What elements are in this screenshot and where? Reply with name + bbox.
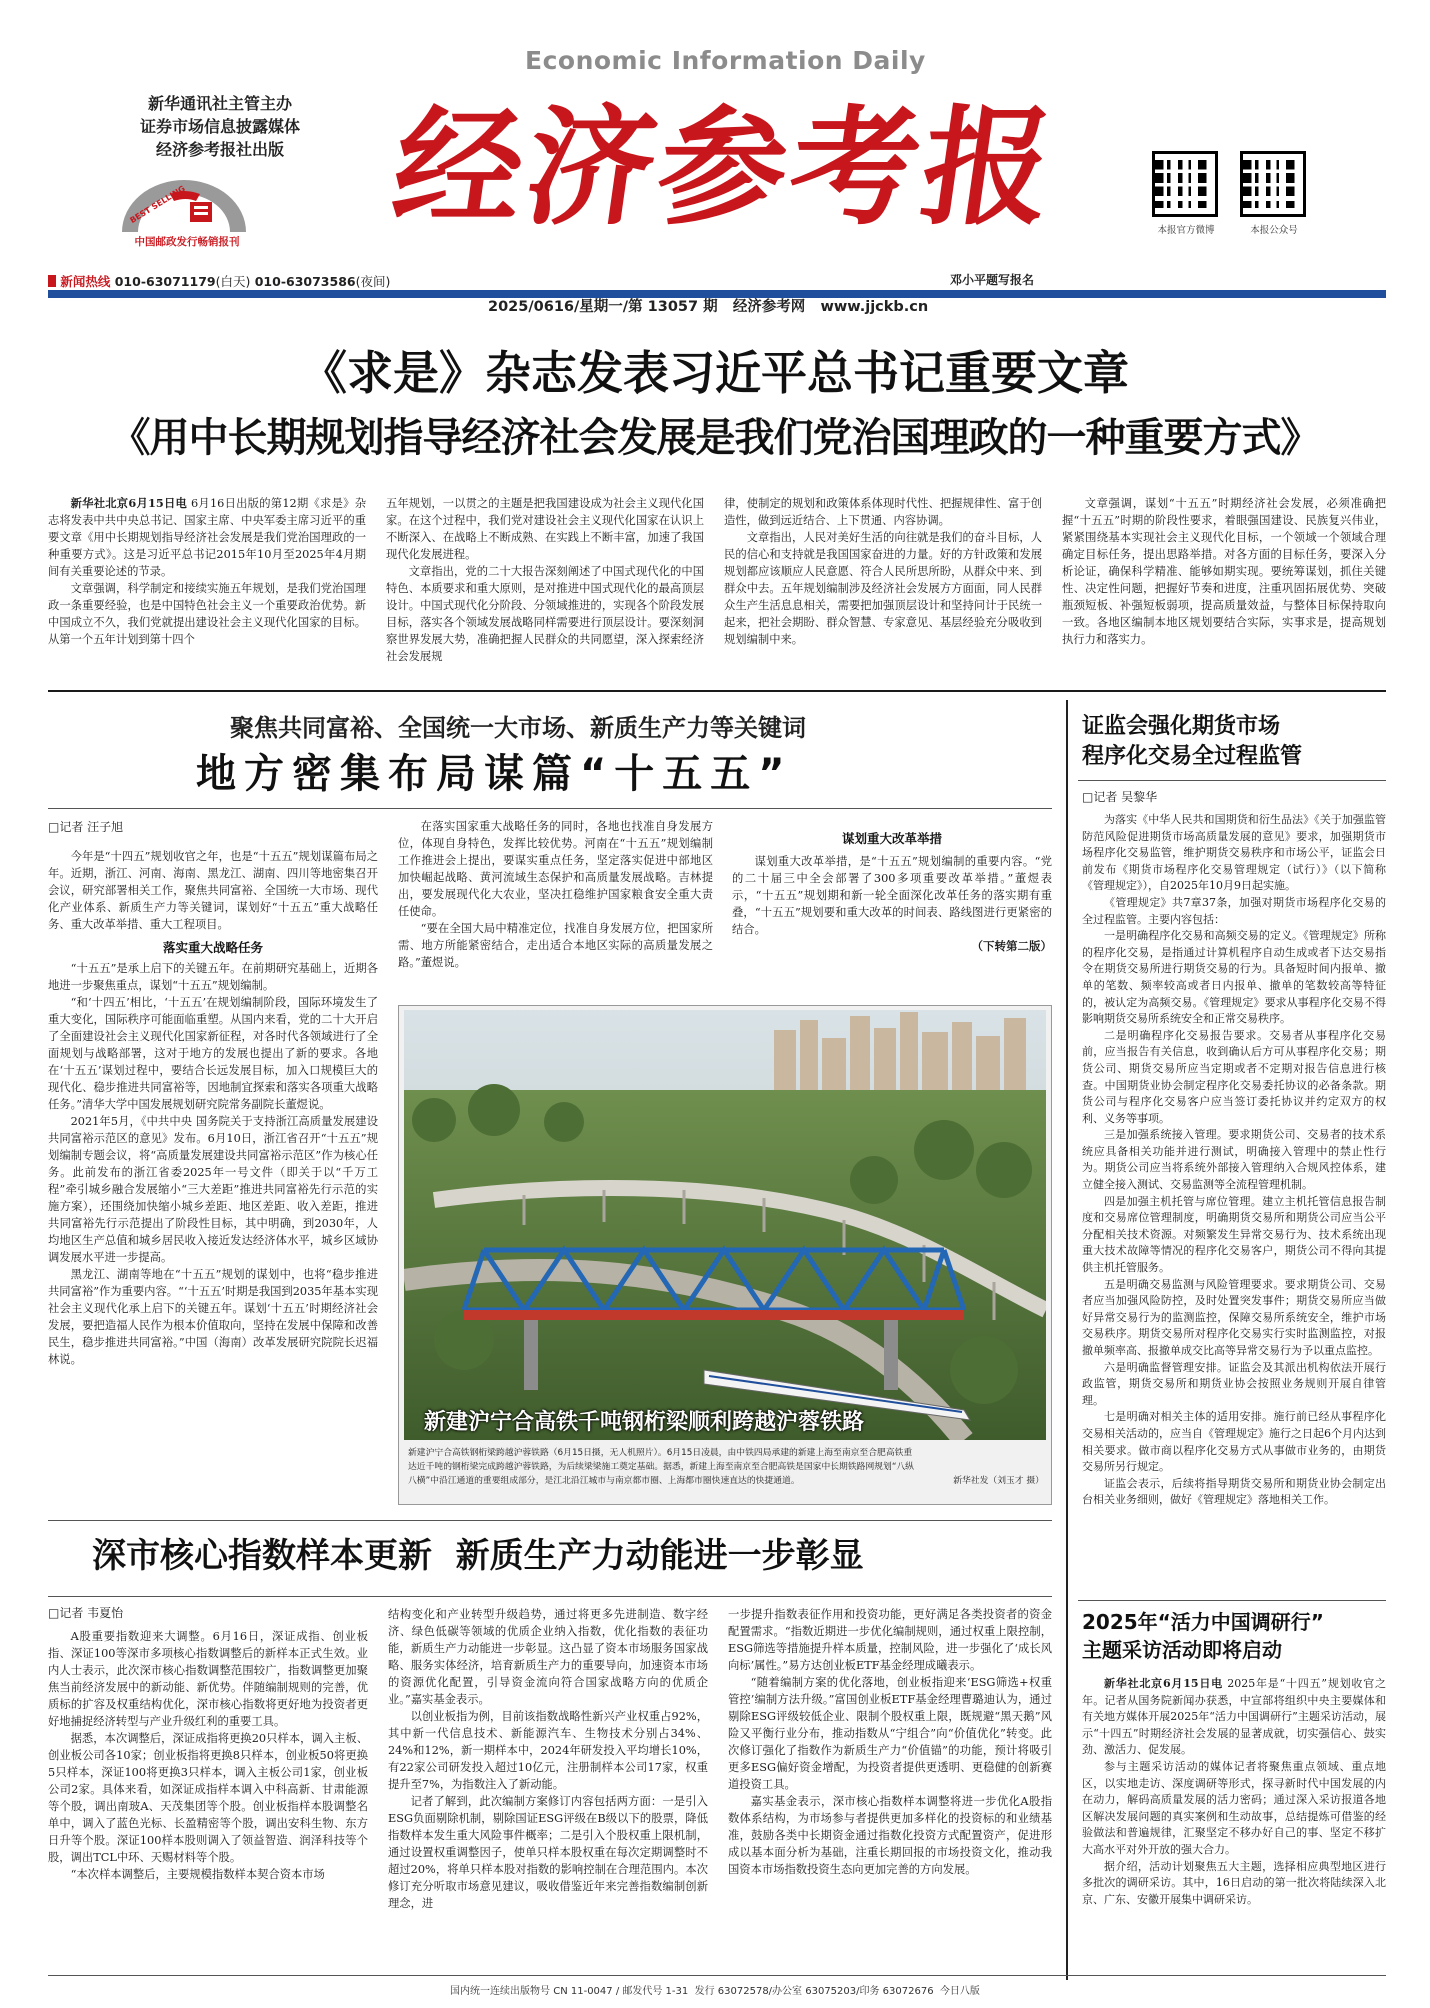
english-title: Economic Information Daily	[525, 46, 926, 75]
issue-line: 2025/0616/星期一/第 13057 期	[488, 299, 718, 315]
feature-paragraph: “十五五”是承上启下的关键五年。在前期研究基础上，近期各地进一步聚焦重点，谋划“十五五”规划编制。	[48, 962, 378, 992]
publisher-line: 经济参考报社出版	[155, 140, 284, 159]
sidebar-1-paragraph: 四是加强主机托管与席位管理。建立主机托管信息报告制度和交易席位管理制度，明确期货交易所和期货公司应当公平分配相关技术资源。对频繁发生异常交易行为、技术系统出现重大技术故障等情况的程序化交易客户，期货公司不得向其提供主机托管服务。	[1082, 1194, 1386, 1275]
lead-headline-2: 《用中长期规划指导经济社会发展是我们党治国理政的一种重要方式》	[110, 415, 1320, 461]
qr-code-wechat-icon[interactable]	[1240, 151, 1306, 217]
sidebar-1-paragraph: 三是加强系统接入管理。要求期货公司、交易者的技术系统应具备相关功能并进行测试，明确接入管理中的禁止性行为。期货公司应当将系统外部接入管理纳入合规风控体系，建立健全接入测试、交易监测等全流程管理机制。	[1082, 1128, 1386, 1192]
index-paragraph: 据悉，本次调整后，深证成指将更换20只样本，调入主板、创业板公司各10家；创业板指将更换8只样本，创业板50将更换5只样本，深证100将更换3只样本，调入主板公司1家，创业板公司2家。具体来看，如深证成指样本调入中科高新、甘肃能源等个股，调出南玻A、天茂集团等个股。创业板指样本股调整名单中，调入了蓝色光标、长盈精密等个股，调出安科生物、东方日升等个股。深证100样本股则调入了领益智造、润泽科技等个股，调出TCL中环、天赐材料等个股。	[48, 1732, 368, 1864]
badge-caption: 中国邮政发行畅销报刊	[134, 236, 240, 248]
sidebar-divider	[1066, 700, 1068, 1980]
lead-col2-text-b: 文章指出，党的二十大报告深刻阐述了中国式现代化的中国特色、本质要求和重大原则，是对推进中国式现代化的最高顶层设计。中国式现代化分阶段、分领域推进的，实现各个阶段发展目标，落实各个领域发展战略同样需要进行顶层设计。要深刻洞察世界发展大势，准确把握人民群众的共同愿望，深入探索经济社会发展规	[386, 565, 704, 663]
index-paragraph: “本次样本调整后，主要规模指数样本契合资本市场	[70, 1868, 325, 1881]
feature-paragraph: 谋划重大改革举措，是“十五五”规划编制的重要内容。“党的二十届三中全会部署了300多项重要改革举措。”董煜表示，“十五五”规划期和新一轮全面深化改革任务的落实期有重叠，“十五五”规划要和重大改革的时间表、路线图进行更紧密的结合。	[732, 855, 1052, 936]
index-paragraph: 结构变化和产业转型升级趋势，通过将更多先进制造、数字经济、绿色低碳等领域的优质企业纳入指数，优化指数的表征功能，新质生产力动能进一步彰显。这凸显了资本市场服务国家战略、服务实体经济，培育新质生产力的重要导向，加速资本市场的资源优化配置，引导资金流向符合国家战略方向的优质企业。”嘉实基金表示。	[388, 1608, 708, 1706]
index-paragraph: A股重要指数迎来大调整。6月16日，深证成指、创业板指、深证100等深市多项核心指数调整后的新样本正式生效。业内人士表示，此次深市核心指数调整范围较广，指数调整更加聚焦当前经济发展中的新动能、新优势。伴随编制规则的完善，优质标的扩容及权重结构优化，深市核心指数将更好地为投资者更好地捕捉经济转型与产业升级红利的重要工具。	[48, 1630, 368, 1728]
sidebar-2-body	[1082, 1676, 1386, 1970]
index-paragraph: 记者了解到，此次编制方案修订内容包括两方面：一是引入ESG负面剔除机制，剔除国证ESG评级在B级以下的股票，降低指数样本发生重大风险事件概率；二是引入个股权重上限机制，通过设置权重调整因子，使单只样本股权重在每次定期调整时不超过20%，将单只样本股对指数的影响控制在合理范围内。本次修订充分听取市场意见建议，吸收借鉴近年来完善指数编制创新理念，进	[388, 1795, 708, 1910]
feature-subhead-2: 谋划重大改革举措	[841, 831, 942, 846]
feature-paragraph: 在落实国家重大战略任务的同时，各地也找准自身发展方位，体现自身特色，发挥比较优势。河南在“十五五”规划编制工作推进会上提出，要谋实重点任务，坚定落实促进中部地区加快崛起战略、黄河流域生态保护和高质量发展战略。吉林提出，要发展现代化大农业，坚决扛稳维护国家粮食安全重大责任使命。	[398, 820, 713, 918]
sidebar-1-paragraph: 六是明确监督管理安排。证监会及其派出机构依法开展行政监管，期货交易所和期货业协会按照业务规则开展自律管理。	[1082, 1360, 1386, 1407]
continued-note: （下转第二版）	[971, 939, 1052, 953]
lead-col3-text: 律，使制定的规划和政策体系体现时代性、把握规律性、富于创造性，做到远近结合、上下贯通、内容协调。	[724, 497, 1042, 527]
lead-dateline: 新华社北京6月15日电	[70, 496, 188, 510]
best-selling-text: BEST SELLING	[128, 183, 187, 226]
hotline	[48, 272, 390, 290]
lead-col1-text-b: 文章强调，科学制定和接续实施五年规划，是我们党治国理政一条重要经验，也是中国特色社会主义一个重要政治优势。新中国成立不久，我们党就提出建设社会主义现代化国家的目标。从第一个五年计划到第十四个	[48, 582, 366, 646]
index-headline-rule	[48, 1596, 1052, 1597]
sidebar-2-headline-2: 主题采访活动即将启动	[1082, 1638, 1282, 1662]
sidebar-1-rule	[1078, 780, 1386, 781]
best-selling-badge	[112, 170, 272, 250]
publisher-block	[100, 92, 340, 161]
sidebar-1-paragraph: 五是明确交易监测与风险管理要求。要求期货公司、交易者应当加强风险防控，及时处置突发事件；期货交易所应当做好异常交易行为的监测监控，保障交易所系统安全，维护市场交易秩序。期货交易所对程序化交易实行实时监测监控，对报撤单频率高、报撤单成交比高等异常交易行为予以重点监控。	[1082, 1277, 1386, 1357]
site-url[interactable]: www.jjckb.cn	[820, 299, 929, 315]
feature-subhead-1: 落实重大战略任务	[162, 940, 263, 955]
hotline-night-note: (夜间)	[355, 274, 391, 289]
photo-caption	[408, 1446, 1044, 1488]
sidebar-2-paragraph: 据介绍，活动计划聚焦五大主题，选择相应典型地区进行多批次的调研采访。其中，16日启动的第一批次将陆续深入北京、广东、安徽开展集中调研采访。	[1082, 1859, 1386, 1906]
sidebar-1-byline: □记者 吴黎华	[1082, 790, 1158, 804]
index-paragraph: 嘉实基金表示，深市核心指数样本调整将进一步优化A股指数体系结构，为市场参与者提供更加多样化的投资标的和业绩基准，鼓励各类中长期资金通过指数化投资方式配置资产，促进形成以基本面分析为基础，注重长期回报的市场投资文化，推动我国资本市场指数投资生态向更加完善的方向发展。	[728, 1795, 1052, 1876]
lead-col4-text: 文章强调，谋划“十五五”时期经济社会发展，必须准确把握“十五五”时期的阶段性要求，着眼强国建设、民族复兴伟业，紧紧围绕基本实现社会主义现代化目标，一个领域一个领域合理确定目标任务，提出思路举措。对各方面的目标任务，要深入分析论证，确保科学精准、能够如期实现。要统筹谋划，抓住关键性、决定性问题，把握好节奏和进度，注重巩固拓展优势、突破瓶颈短板、补强短板弱项，提高质量效益，与整体目标保持取向一致。各地区编制本地区规划要结合实际，实事求是，提高规划执行力和落实力。	[1062, 497, 1386, 646]
index-col-1	[48, 1628, 368, 1970]
lead-col2-text: 五年规划，一以贯之的主题是把我国建设成为社会主义现代化国家。在这个过程中，我们党对建设社会主义现代化国家在认识上不断深入、在战略上不断成熟、在实践上不断丰富，加速了我国现代化发展进程。	[386, 497, 704, 561]
lead-col-1	[48, 495, 366, 677]
photo-credit: 新华社发（刘玉才 摄）	[953, 1476, 1044, 1486]
index-col-3	[728, 1606, 1052, 1970]
sidebar-2-dateline: 新华社北京6月15日电	[1104, 1677, 1223, 1690]
feature-col-3	[732, 830, 1052, 998]
index-byline: □记者 韦夏怡	[48, 1606, 124, 1620]
sidebar-2-paragraph: 参与主题采访活动的媒体记者将聚焦重点领域、重点地区，以实地走访、深度调研等形式，探寻新时代中国发展的内在动力，解码高质量发展的活力密码；通过深入采访报道各地区解决发展问题的真实案例和生动故事，总结提炼可借鉴的经验做法和普遍规律，汇聚坚定不移办好自己的事、坚定不移扩大高水平对外开放的强大合力。	[1082, 1759, 1386, 1856]
index-col-2	[388, 1606, 708, 1970]
sidebar-1-paragraph: 七是明确对相关主体的适用安排。施行前已经从事程序化交易相关活动的，应当自《管理规定》施行之日起6个月内达到相关要求。做市商以程序化交易方式从事做市业务的，由期货交易所另行规定。	[1082, 1410, 1386, 1474]
sidebar-1-paragraph: 《管理规定》共7章37条，加强对期货市场程序化交易的全过程监管。主要内容包括：	[1082, 895, 1386, 926]
lead-col1-text: 6月16日出版的第12期《求是》杂志将发表中共中央总书记、国家主席、中央军委主席习近平的重要文章《用中长期规划指导经济社会发展是我们党治国理政的一种重要方式》。这是习近平总书记2015年10月至2025年4月期间有关重要论述的节录。	[48, 497, 366, 578]
feature-headline-rule	[48, 808, 1052, 809]
hotline-day: 010-63071179	[114, 274, 216, 289]
feature-headline: 地方密集布局谋篇“十五五”	[196, 751, 793, 797]
lead-col-2	[386, 495, 704, 677]
qr-code-weibo-icon[interactable]	[1152, 151, 1218, 217]
lead-col3-text-b: 文章指出，人民对美好生活的向往就是我们的奋斗目标，人民的信心和支持就是我国国家奋进的力量。好的方针政策和发展规划都应该顺应人民意愿、符合人民所思所盼，从群众中来、到群众中去。五年规划编制涉及经济社会发展方方面面，同人民群众生产生活息息相关，需要把加强顶层设计和坚持问计于民统一起来，把社会期盼、群众智慧、专家意见、基层经验充分吸收到规划编制中来。	[724, 531, 1042, 646]
calligraphy-credit: 邓小平题写报名	[950, 273, 1035, 287]
photo-overlay-caption: 新建沪宁合高铁千吨钢桁梁顺利跨越沪蓉铁路	[424, 1410, 865, 1435]
sidebar-1-paragraph: 证监会表示，后续将指导期货交易所和期货业协会制定出台相关业务细则，做好《管理规定》落地相关工作。	[1082, 1476, 1386, 1507]
sidebar-1-paragraph: 为落实《中华人民共和国期货和衍生品法》《关于加强监管防范风险促进期货市场高质量发展的意见》要求，加强期货市场程序化交易监管，维护期货交易秩序和市场公平，证监会日前发布《期货市场程序化交易管理规定（试行）》（以下简称《管理规定》），自2025年10月9日起实施。	[1082, 813, 1386, 893]
index-paragraph: 以创业板指为例，目前该指数战略性新兴产业权重占92%，其中新一代信息技术、新能源汽车、生物技术分别占34%、24%和12%，新一期样本中，2024年研发投入平均增长10%，有22家公司研发投入超过10亿元，注册制样本公司17家，权重提升至7%，为指数注入了新动能。	[388, 1710, 708, 1791]
feature-byline: □记者 汪子旭	[48, 820, 124, 834]
sidebar-1-paragraph: 一是明确程序化交易和高频交易的定义。《管理规定》所称的程序化交易，是指通过计算机程序自动生成或者下达交易指令在期货交易所进行期货交易的行为。具备短时间内报单、撤单的笔数、频率较高或者日内报单、撤单的笔数较高等特征的，被认定为高频交易。《管理规定》要求从事程序化交易不得影响期货交易所系统安全和正常交易秩序。	[1082, 929, 1386, 1026]
hotline-marker	[48, 275, 56, 287]
lead-col-4	[1062, 495, 1386, 677]
chinese-title: 经济参考报	[384, 93, 1066, 243]
railway-bridge-photo	[404, 1010, 1046, 1440]
index-separator	[48, 1520, 1052, 1521]
sidebar-1-headline-2: 程序化交易全过程监管	[1082, 744, 1303, 769]
index-paragraph: “随着编制方案的优化落地，创业板指迎来‘ESG筛选+权重管控’编制方法升级。”富国创业板ETF基金经理曹璐迪认为，通过剔除ESG评级较低企业、限制个股权重上限，既规避“黑天鹅”风险又平衡行业分布，推动指数从“宁组合”向“价值优化”转变。此次修订强化了指数作为新质生产力“价值锚”的功能，预计将吸引更多ESG偏好资金增配，为投资者提供更透明、更稳健的创新赛道投资工具。	[728, 1676, 1052, 1791]
feature-col-2	[398, 818, 713, 996]
lead-col-3	[724, 495, 1042, 677]
publisher-line: 证券市场信息披露媒体	[139, 117, 300, 136]
feature-kicker: 聚焦共同富裕、全国统一大市场、新质生产力等关键词	[230, 713, 806, 742]
qr-caption-wechat: 本报公众号	[1250, 225, 1298, 236]
index-headline: 深市核心指数样本更新 新质生产力动能进一步彰显	[92, 1536, 864, 1576]
issue-info	[488, 295, 928, 316]
feature-paragraph: “和‘十四五’相比，‘十五五’在规划编制阶段，国际环境发生了重大变化，国际秩序可能面临重塑。从国内来看，党的二十大开启了全面建设社会主义现代化国家新征程，对各时代各领域进行了全面规划与战略部署，这对于地方的发展也提出了新的要求。各地在‘十五五’谋划过程中，要结合长远发展目标，加入口规模巨大的现代化、稳步推进共同富裕等，因地制宜探索和落实各项重大战略任务。”清华大学中国发展规划研究院常务副院长董煜说。	[48, 996, 378, 1111]
footer-info: 国内统一连续出版物号 CN 11-0047 / 邮发代号 1-31 发行 63072578/办公室 63075203/印务 63072676 今日八版	[450, 1986, 980, 1997]
footer-rule	[48, 1975, 1386, 1976]
feature-paragraph: 黑龙江、湖南等地在“十五五”规划的谋划中，也将“稳步推进共同富裕”作为重要内容。“‘十五五’时期是我国到2035年基本实现社会主义现代化承上启下的关键五年。谋划‘十五五’时期经济社会发展，要把造福人民作为根本价值取向，坚持在发展中保障和改善民生，稳步推进共同富裕。”中国（海南）改革发展研究院院长迟福林说。	[48, 1268, 378, 1366]
index-paragraph: 一步提升指数表征作用和投资功能，更好满足各类投资者的资金配置需求。“指数近期进一步优化编制规则，通过权重上限控制，ESG筛选等措施提升样本质量，控制风险，进一步强化了‘成长风向标’属性。”易方达创业板ETF基金经理成曦表示。	[728, 1608, 1052, 1672]
publisher-line: 新华通讯社主管主办	[147, 94, 292, 113]
photo-caption-line: 新建沪宁合高铁钢桁梁跨越沪蓉铁路（6月15日摄，无人机照片）。6月15日凌晨，由中铁四局承建的新建上海至南京至合肥高铁重	[408, 1448, 913, 1458]
lead-headline-1: 《求是》杂志发表习近平总书记重要文章	[301, 346, 1129, 400]
feature-paragraph: 2021年5月，《中共中央 国务院关于支持浙江高质量发展建设共同富裕示范区的意见》发布。6月10日，浙江省召开“十五五”规划编制专题会议，将“高质量发展建设共同富裕示范区”作为核心任务。此前发布的浙江省委2025年一号文件（即关于以“千万工程”牵引城乡融合发展缩小“三大差距”推进共同富裕先行示范的实施方案），还围绕加快缩小城乡差距、地区差距、收入差距，推进共同富裕先行示范提出了阶段性目标，其中明确，到2030年，人均地区生产总值和城乡居民收入接近发达经济体水平，城乡区域协调发展水平进一步提高。	[48, 1115, 378, 1264]
site-name: 经济参考网	[732, 299, 806, 315]
feature-paragraph: 今年是“十四五”规划收官之年，也是“十五五”规划谋篇布局之年。近期，浙江、河南、海南、黑龙江、湖南、四川等地密集召开会议，研究部署相关工作，聚焦共同富裕、全国统一大市场、现代化产业体系、新质生产力等关键词，谋划好“十五五”重大战略任务、重大改革举措、重大工程项目。	[48, 850, 378, 931]
sidebar-1-body	[1082, 812, 1386, 1620]
sidebar-2-paragraph: 2025年是“十四五”规划收官之年。记者从国务院新闻办获悉，中宣部将组织中央主要媒体和有关地方媒体开展2025年“活力中国调研行”主题采访活动，展示“十四五”时期经济社会发展的显著成就，切实强信心、鼓实劲、激活力、促发展。	[1082, 1677, 1386, 1757]
photo-caption-line	[408, 1474, 1044, 1488]
hotline-day-note: (白天)	[215, 274, 251, 289]
hotline-label: 新闻热线	[60, 274, 111, 289]
sidebar-2-headline-1: 2025年“活力中国调研行”	[1082, 1610, 1324, 1634]
hotline-night: 010-63073586	[254, 274, 356, 289]
photo-caption-text: 八横”中沿江通道的重要组成部分，是江北沿江城市与南京都市圈、上海都市圈快速直达的快捷通道。	[408, 1476, 800, 1486]
sidebar-1-paragraph: 二是明确程序化交易报告要求。交易者从事程序化交易前，应当报告有关信息，收到确认后方可从事程序化交易；期货公司、期货交易所应当定期或者不定期对报告信息进行核查。中国期货业协会制定程序化交易委托协议的必备条款。期货公司与程序化交易客户应当签订委托协议并约定双方的权利、义务等事项。	[1082, 1028, 1386, 1125]
sidebar-2-top-rule	[1078, 1600, 1386, 1601]
qr-caption-weibo: 本报官方微博	[1157, 225, 1215, 236]
feature-paragraph: “要在全国大局中精准定位，找准自身发展方位，把国家所需、地方所能紧密结合，走出适合本地区实际的高质量发展之路。”董煜说。	[398, 922, 713, 969]
section-divider	[48, 690, 1386, 692]
sidebar-1-headline-1: 证监会强化期货市场	[1082, 714, 1281, 739]
photo-caption-line: 达近千吨的钢桁梁完成跨越沪蓉铁路，为后续梁梁施工奠定基础。据悉，新建上海至南京至合肥高铁是国家中长期铁路网规划“八纵	[408, 1462, 914, 1472]
